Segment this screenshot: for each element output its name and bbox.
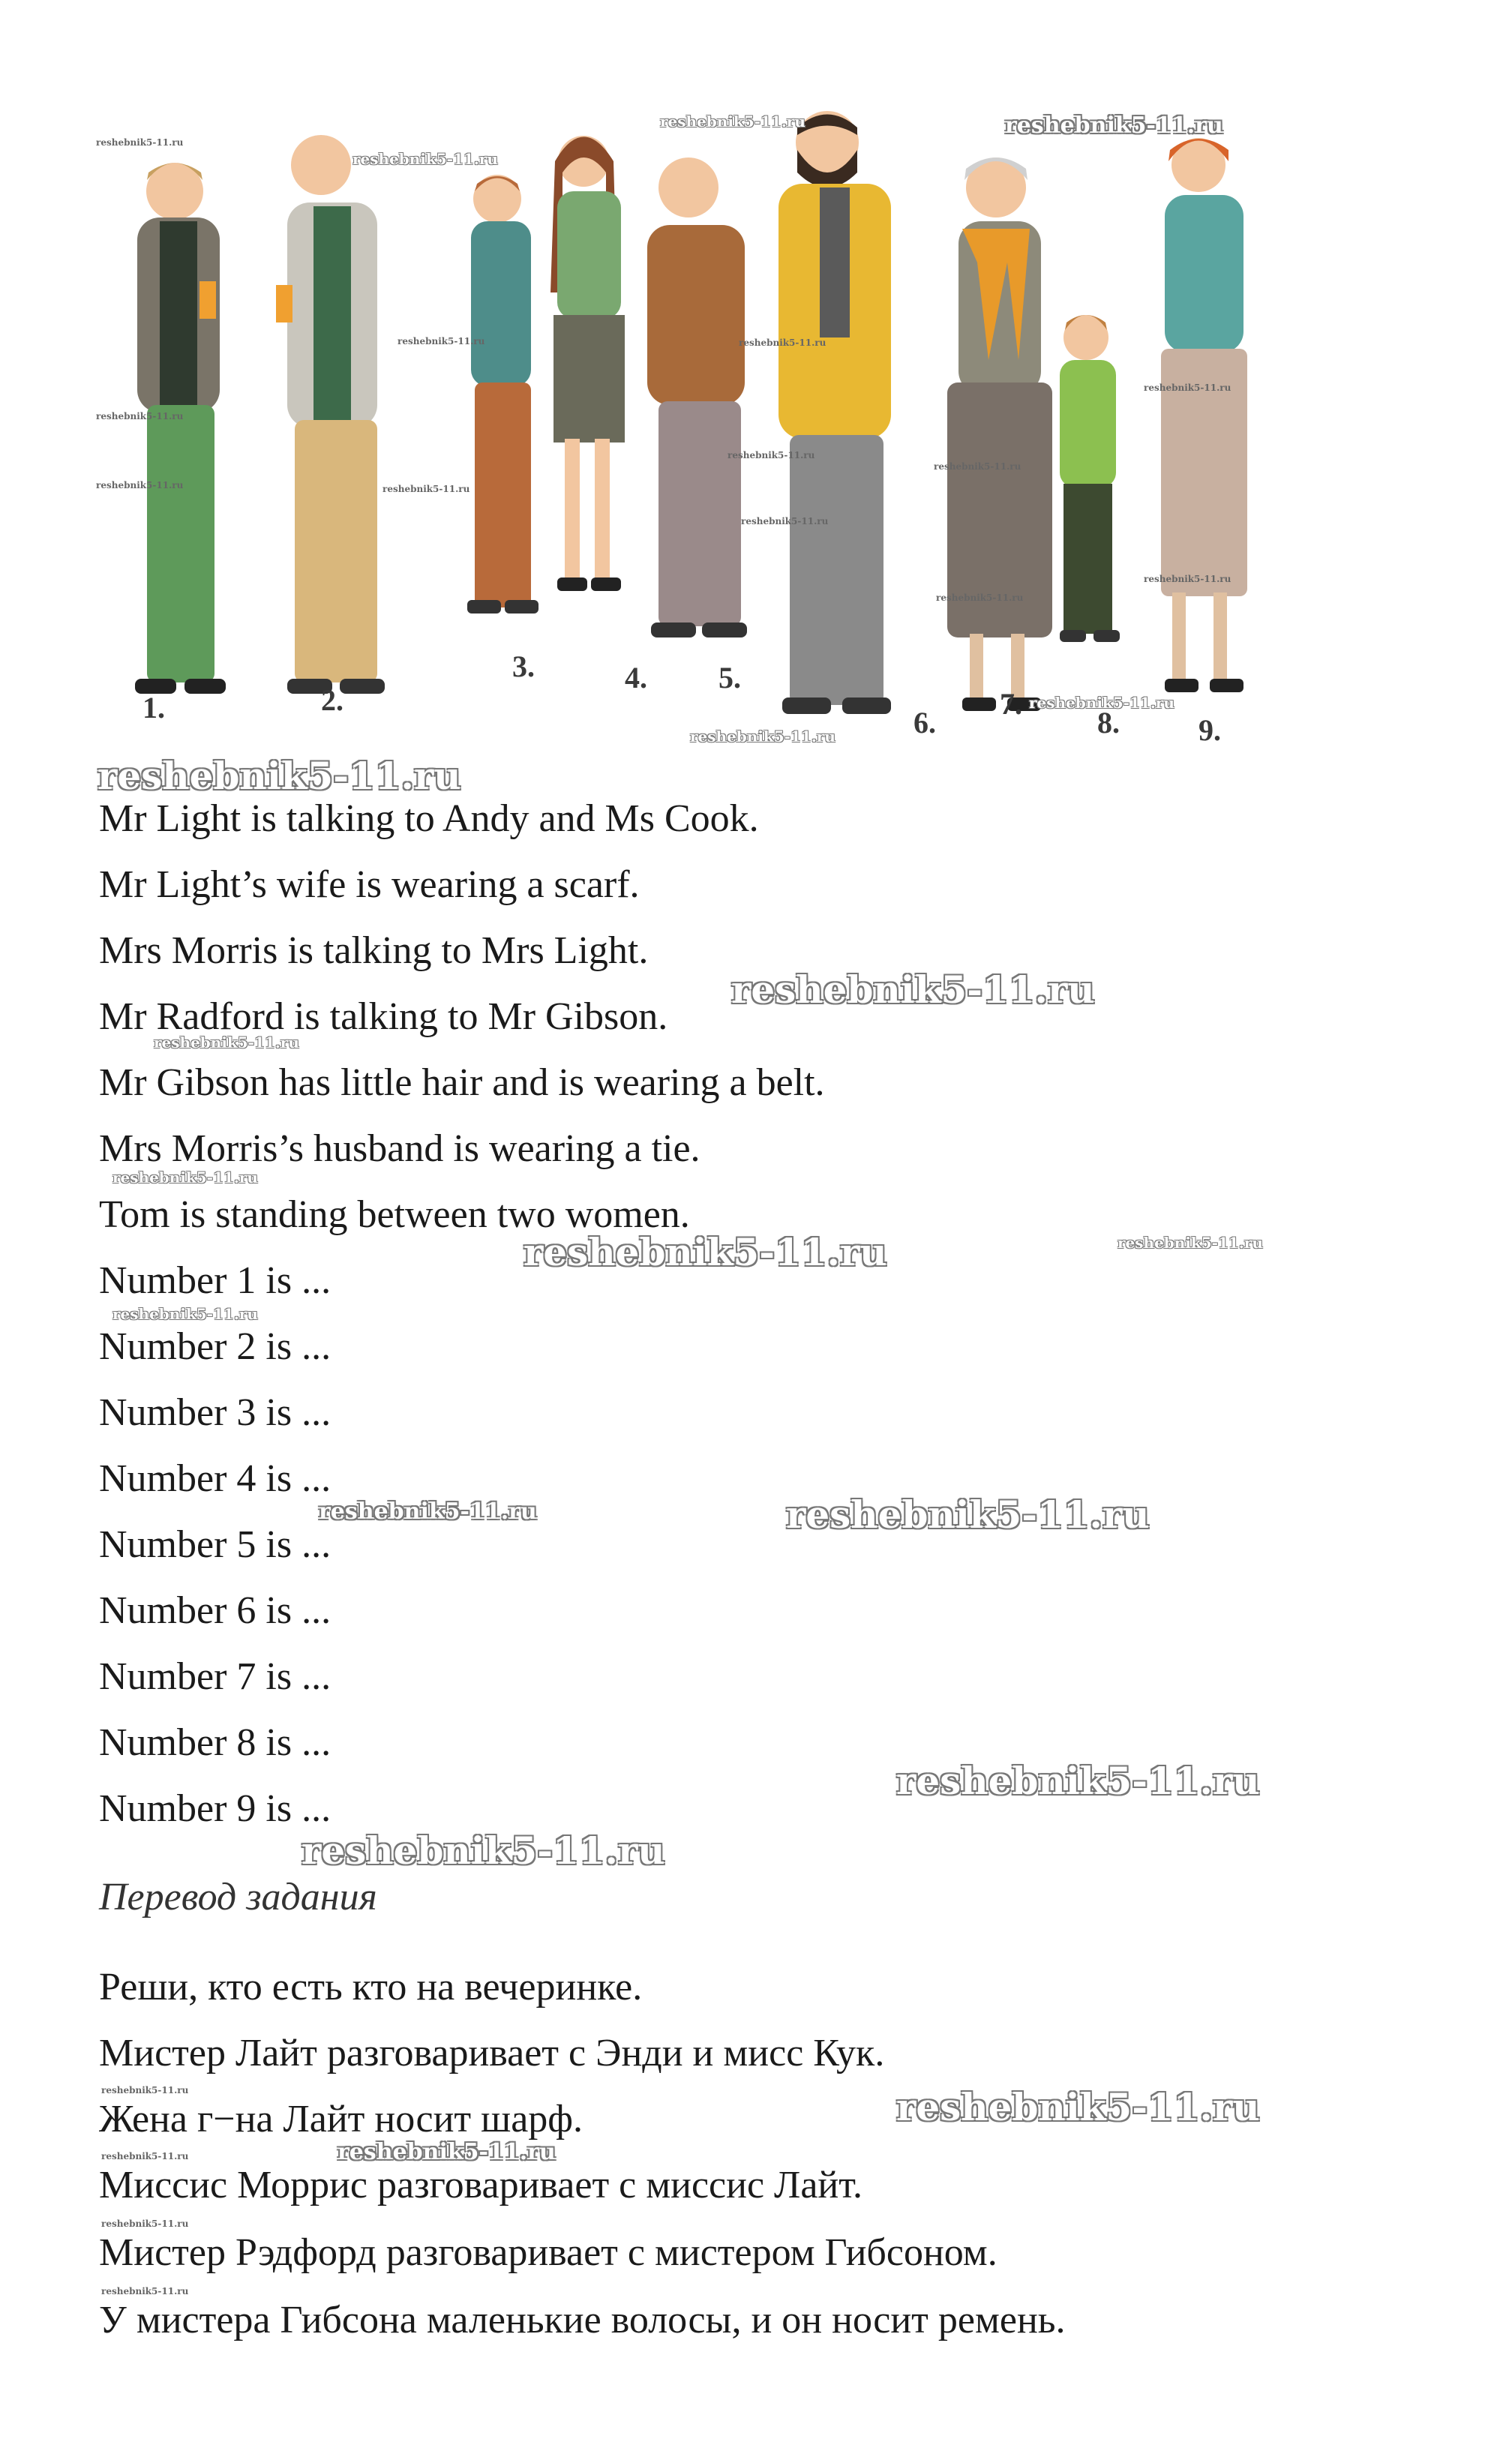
english-sentence: Mrs Morris’s husband is wearing a tie.	[99, 1127, 700, 1170]
number-prompt: Number 1 is ...	[99, 1259, 332, 1302]
person-4-figure	[550, 136, 625, 591]
number-label: 9.	[1198, 713, 1221, 747]
russian-sentence: У мистера Гибсона маленькие волосы, и он носит ремень.	[99, 2299, 1066, 2342]
watermark: reshebnik5-11.ru	[154, 1034, 299, 1052]
english-sentence: Mr Light is talking to Andy and Ms Cook.	[99, 797, 759, 840]
number-prompt: Number 8 is ...	[99, 1721, 332, 1764]
number-label: 5.	[718, 661, 741, 694]
person-7-figure	[947, 158, 1052, 711]
number-label: 2.	[321, 683, 344, 717]
number-label: 8.	[1097, 706, 1120, 740]
number-prompt: Number 4 is ...	[99, 1457, 332, 1500]
watermark: reshebnik5-11.ru	[524, 1230, 887, 1274]
watermark: reshebnik5-11.ru	[896, 1759, 1260, 1803]
number-label: 6.	[914, 706, 936, 740]
watermark: reshebnik5-11.ru	[101, 2151, 189, 2162]
watermark: reshebnik5-11.ru	[739, 338, 826, 348]
watermark: reshebnik5-11.ru	[382, 484, 470, 494]
person-6-figure	[778, 111, 891, 714]
party-illustration	[88, 98, 1288, 758]
watermark: reshebnik5-11.ru	[101, 2085, 189, 2096]
number-label: 1.	[142, 691, 165, 724]
watermark: reshebnik5-11.ru	[1005, 112, 1223, 139]
russian-sentence: Жена г−на Лайт носит шарф.	[99, 2098, 583, 2140]
number-label: 7.	[1000, 687, 1022, 721]
english-sentence: Mrs Morris is talking to Mrs Light.	[99, 929, 649, 972]
number-label: 3.	[512, 650, 535, 683]
watermark: reshebnik5-11.ru	[728, 450, 815, 460]
person-1-figure	[135, 163, 226, 694]
person-5-figure	[647, 158, 747, 638]
number-label: 4.	[625, 661, 647, 694]
watermark: reshebnik5-11.ru	[690, 728, 836, 746]
watermark: reshebnik5-11.ru	[352, 150, 498, 168]
number-prompt: Number 6 is ...	[99, 1589, 332, 1632]
translation-heading: Перевод задания	[99, 1876, 377, 1918]
number-prompt: Number 3 is ...	[99, 1391, 332, 1434]
english-sentence: Tom is standing between two women.	[99, 1193, 690, 1236]
number-prompt: Number 5 is ...	[99, 1523, 332, 1566]
watermark: reshebnik5-11.ru	[98, 754, 461, 798]
watermark: reshebnik5-11.ru	[896, 2085, 1260, 2129]
watermark: reshebnik5-11.ru	[96, 480, 184, 490]
russian-sentence: Мистер Лайт разговаривает с Энди и мисс Кук.	[99, 2032, 885, 2074]
russian-sentence: Миссис Моррис разговаривает с миссис Лайт.	[99, 2164, 863, 2206]
person-9-figure	[1161, 138, 1247, 692]
english-sentence: Mr Radford is talking to Mr Gibson.	[99, 995, 668, 1038]
watermark: reshebnik5-11.ru	[302, 1828, 665, 1873]
person-3-figure	[467, 175, 538, 614]
watermark: reshebnik5-11.ru	[934, 461, 1022, 472]
person-2-figure	[276, 135, 385, 694]
watermark: reshebnik5-11.ru	[1144, 574, 1232, 584]
number-prompt: Number 9 is ...	[99, 1787, 332, 1830]
watermark: reshebnik5-11.ru	[96, 137, 184, 148]
watermark: reshebnik5-11.ru	[936, 592, 1024, 603]
person-8-figure	[1060, 315, 1120, 642]
watermark: reshebnik5-11.ru	[96, 411, 184, 422]
watermark: reshebnik5-11.ru	[112, 1305, 258, 1323]
watermark: reshebnik5-11.ru	[338, 2139, 556, 2165]
english-sentence: Mr Gibson has little hair and is wearing a belt.	[99, 1061, 825, 1104]
watermark: reshebnik5-11.ru	[319, 1498, 537, 1525]
watermark: reshebnik5-11.ru	[101, 2286, 189, 2296]
watermark: reshebnik5-11.ru	[1029, 694, 1174, 712]
watermark: reshebnik5-11.ru	[660, 112, 806, 130]
english-sentence: Mr Light’s wife is wearing a scarf.	[99, 863, 640, 906]
number-prompt: Number 2 is ...	[99, 1325, 332, 1368]
watermark: reshebnik5-11.ru	[786, 1492, 1150, 1537]
watermark: reshebnik5-11.ru	[1144, 382, 1232, 393]
watermark: reshebnik5-11.ru	[731, 968, 1095, 1012]
watermark: reshebnik5-11.ru	[741, 516, 829, 526]
russian-sentence: Реши, кто есть кто на вечеринке.	[99, 1966, 643, 2008]
watermark: reshebnik5-11.ru	[398, 336, 485, 346]
watermark: reshebnik5-11.ru	[1118, 1234, 1263, 1252]
watermark: reshebnik5-11.ru	[101, 2218, 189, 2229]
russian-sentence: Мистер Рэдфорд разговаривает с мистером Гибсоном.	[99, 2231, 998, 2274]
number-prompt: Number 7 is ...	[99, 1655, 332, 1698]
people-at-party-image	[88, 98, 1288, 758]
watermark: reshebnik5-11.ru	[112, 1168, 258, 1186]
